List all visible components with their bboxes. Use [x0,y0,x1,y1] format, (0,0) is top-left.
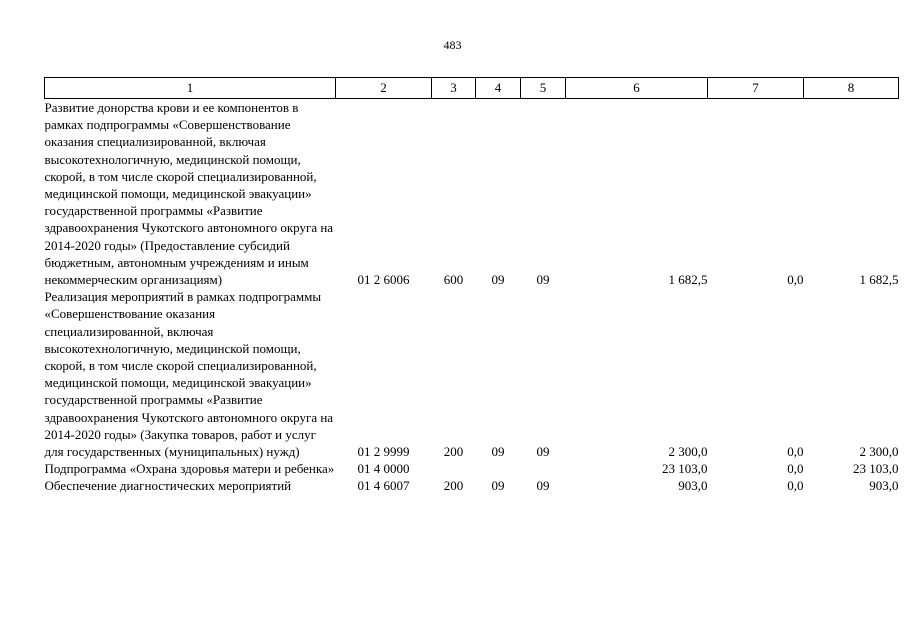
row-name: Обеспечение диагностических мероприятий [44,478,292,494]
row-col7: 0,0 [787,444,804,460]
row-col7: 0,0 [787,478,804,494]
budget-table [44,77,899,495]
row-col3: 200 [443,444,464,460]
row-col8: 2 300,0 [859,444,899,460]
row-col8: 903,0 [869,478,899,494]
row-code: 01 2 9999 [357,444,410,460]
header-col-8: 8 [804,78,899,99]
row-col3: 600 [443,272,464,288]
row-col5 [521,460,566,477]
row-col5: 09 [536,272,550,288]
header-col-3: 3 [432,78,476,99]
table-row [45,460,899,477]
header-col-5: 5 [521,78,566,99]
table-row [45,288,899,460]
row-col6: 903,0 [678,478,708,494]
row-name: Подпрограмма «Охрана здоровья матери и ребенка» [44,461,335,477]
table-header-row [45,78,899,99]
row-col3 [432,460,476,477]
row-col6: 23 103,0 [662,461,708,477]
table-row [45,477,899,494]
row-col4 [476,460,521,477]
row-code: 01 4 0000 [357,461,410,477]
row-col6: 1 682,5 [668,272,708,288]
row-col5: 09 [536,478,550,494]
row-col6: 2 300,0 [668,444,708,460]
page-number: 483 [443,38,462,52]
row-col7: 0,0 [787,272,804,288]
header-col-2: 2 [336,78,432,99]
header-col-1: 1 [45,78,336,99]
row-col4: 09 [491,444,505,460]
header-col-6: 6 [566,78,708,99]
row-col8: 1 682,5 [859,272,899,288]
row-col4: 09 [491,272,505,288]
row-col5: 09 [536,444,550,460]
header-col-7: 7 [708,78,804,99]
row-col7: 0,0 [787,461,804,477]
header-col-4: 4 [476,78,521,99]
row-col4: 09 [491,478,505,494]
row-code: 01 4 6007 [357,478,410,494]
row-name: Развитие донорства крови и ее компонентов в рамках подпрограммы «Совершенствование оказания специализированной, включая высокотехнологичную, медицинской помощи, скорой, в том числе скорой специализированной, медицинской помощи, медицинской эвакуации» государственной программы «Развитие здравоохранения Чукотского автономного округа на 2014-2020 годы» (Предоставление субсидий бюджетным, автономным учреждениям и иным некоммерческим организациям) [44,100,334,288]
row-code: 01 2 6006 [357,272,410,288]
table-row [45,99,899,289]
row-name: Реализация мероприятий в рамках подпрограммы «Совершенствование оказания специализированной, включая высокотехнологичную, медицинской помощи, скорой, в том числе скорой специализированной, медицинской помощи, медицинской эвакуации» государственной программы «Развитие здравоохранения Чукотского автономного округа на 2014-2020 годы» (Закупка товаров, работ и услуг для государственных (муниципальных) нужд) [44,289,334,460]
row-col8: 23 103,0 [853,461,899,477]
row-col3: 200 [443,478,464,494]
